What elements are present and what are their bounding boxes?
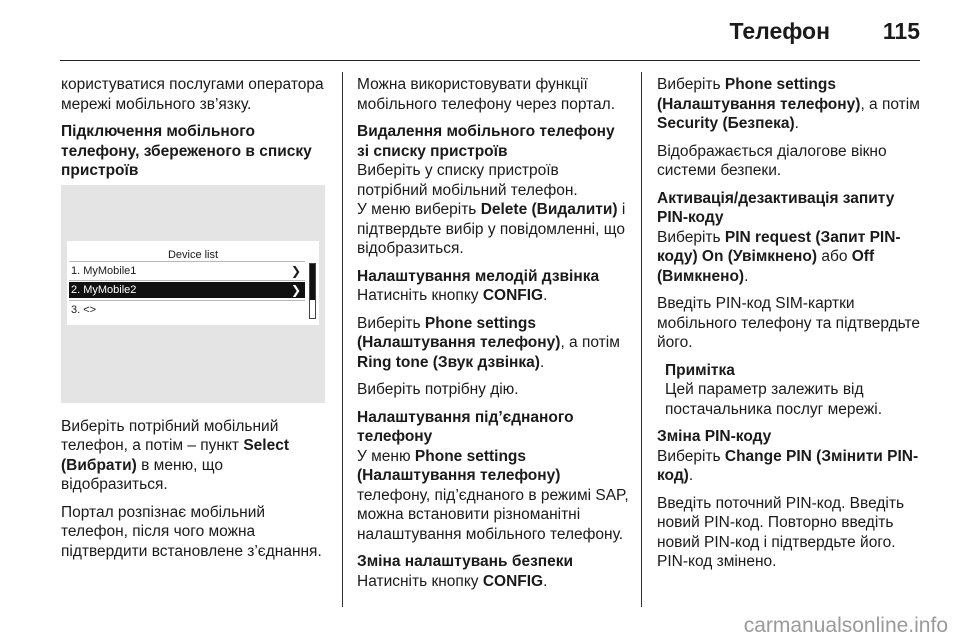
paragraph: Виберіть у списку пристроїв потрібний мобільний телефон. xyxy=(357,162,578,199)
paragraph: Виберіть потрібну дію. xyxy=(357,381,519,398)
list-divider xyxy=(69,300,305,301)
list-divider xyxy=(69,261,305,262)
device-list-item-label: 3. <> xyxy=(71,303,97,316)
device-list-screenshot xyxy=(61,185,325,403)
page-number: 115 xyxy=(882,18,920,44)
section-heading: Активація/дезактивація запиту PIN-коду xyxy=(657,189,895,226)
device-list-title: Device list xyxy=(167,248,219,261)
scrollbar[interactable] xyxy=(309,263,316,319)
section-heading: Зміна PIN-коду xyxy=(657,428,772,445)
paragraph: Виберіть Phone settings (Налаштування телефону), а потім Ring tone (Звук дзвінка). xyxy=(357,314,620,371)
paragraph: Виберіть потрібний мобільний телефон, а потім – пункт Select (Вибрати) в меню, що відобразиться. xyxy=(61,417,290,493)
section-heading: Налаштування під’єднаного телефону xyxy=(357,408,574,445)
section-heading: Налаштування мелодій дзвінка xyxy=(357,267,600,285)
list-divider xyxy=(69,280,305,281)
section-heading: Зміна налаштувань безпеки xyxy=(357,553,574,570)
chevron-right-icon: ❯ xyxy=(290,263,301,278)
paragraph: У меню виберіть Delete (Видалити) і підтвердьте вибір у повідомленні, що відобразиться. xyxy=(357,201,626,257)
paragraph: Введіть поточний PIN-код. Введіть новий PIN-код. Повторно введіть новий PIN-код і підтвердьте його. PIN-код змінено. xyxy=(657,494,905,570)
device-list-item-selected[interactable] xyxy=(69,282,305,298)
paragraph: Відображається діалогове вікно системи безпеки. xyxy=(657,142,887,179)
note-text: Цей параметр залежить від постачальника послуг мережі. xyxy=(665,381,883,418)
paragraph: Натисніть кнопку CONFIG. xyxy=(357,572,548,590)
page-header-title: Телефон xyxy=(729,18,830,44)
header-divider xyxy=(60,60,920,61)
paragraph: Можна використовувати функції мобільного телефону через портал. xyxy=(357,76,616,113)
scrollbar-thumb[interactable] xyxy=(310,264,315,300)
device-list-item-label: 1. MyMobile1 xyxy=(71,264,137,277)
paragraph: Виберіть Change PIN (Змінити PIN-код). xyxy=(657,447,919,484)
device-list-screen xyxy=(67,241,319,325)
device-list-item-label: 2. MyMobile2 xyxy=(71,283,137,296)
paragraph: Виберіть Phone settings (Налаштування телефону), а потім Security (Безпека). xyxy=(657,76,920,132)
column-divider xyxy=(342,72,343,607)
column-3 xyxy=(657,75,927,580)
section-heading: Підключення мобільного телефону, збереженого в списку пристроїв xyxy=(61,123,312,179)
paragraph: Виберіть PIN request (Запит PIN-коду) On (Увімкнено) або Off (Вимкнено). xyxy=(657,228,901,285)
column-2 xyxy=(357,75,629,599)
watermark: carmanualsonline.info xyxy=(743,614,948,637)
device-list-item[interactable] xyxy=(69,302,305,318)
section-heading: Видалення мобільного телефону зі списку пристроїв xyxy=(357,123,615,160)
paragraph: користуватися послугами оператора мережі мобільного зв’язку. xyxy=(61,76,324,113)
chevron-right-icon: ❯ xyxy=(290,282,301,297)
column-divider xyxy=(641,72,642,607)
paragraph: У меню Phone settings (Налаштування телефону) телефону, під’єднаного в режимі SAP, можна встановити різноманітні налаштування мобільного телефону. xyxy=(357,447,629,543)
paragraph: Введіть PIN-код SIM-картки мобільного телефону та підтвердьте його. xyxy=(657,295,921,351)
note-box xyxy=(657,361,927,420)
note-title: Примітка xyxy=(665,361,735,379)
paragraph: Портал розпізнає мобільний телефон, після чого можна підтвердити встановлене з’єднання. xyxy=(61,503,322,560)
device-list-item[interactable] xyxy=(69,263,305,279)
paragraph: Натисніть кнопку CONFIG. xyxy=(357,287,548,304)
column-1 xyxy=(61,75,329,569)
